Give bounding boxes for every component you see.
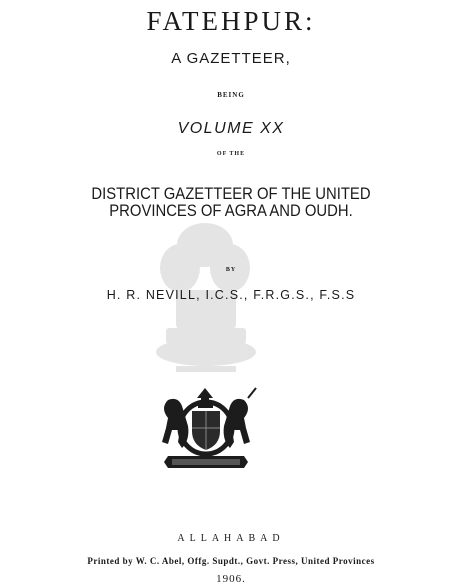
of-the-label: OF THE (216, 151, 246, 157)
author-name: H. R. NEVILL, I.C.S., F.R.G.S., F.S.S (106, 288, 356, 302)
being-label: BEING (217, 91, 245, 99)
printer-line: Printed by W. C. Abel, Offg. Supdt., Govt. Press, United Provinces (87, 556, 375, 566)
series-title-line-2: PROVINCES OF AGRA AND OUDH. (109, 202, 353, 220)
imprint-place: ALLAHABAD (177, 533, 285, 544)
coat-of-arms-icon (162, 388, 256, 468)
book-title: FATEHPUR: (146, 6, 316, 36)
by-label: BY (225, 267, 237, 273)
volume-label: VOLUME XX (177, 120, 285, 137)
book-subtitle: A GAZETTEER, (171, 50, 291, 67)
series-title-line-1: DISTRICT GAZETTEER OF THE UNITED (91, 185, 371, 203)
publication-year: 1906. (216, 573, 246, 585)
